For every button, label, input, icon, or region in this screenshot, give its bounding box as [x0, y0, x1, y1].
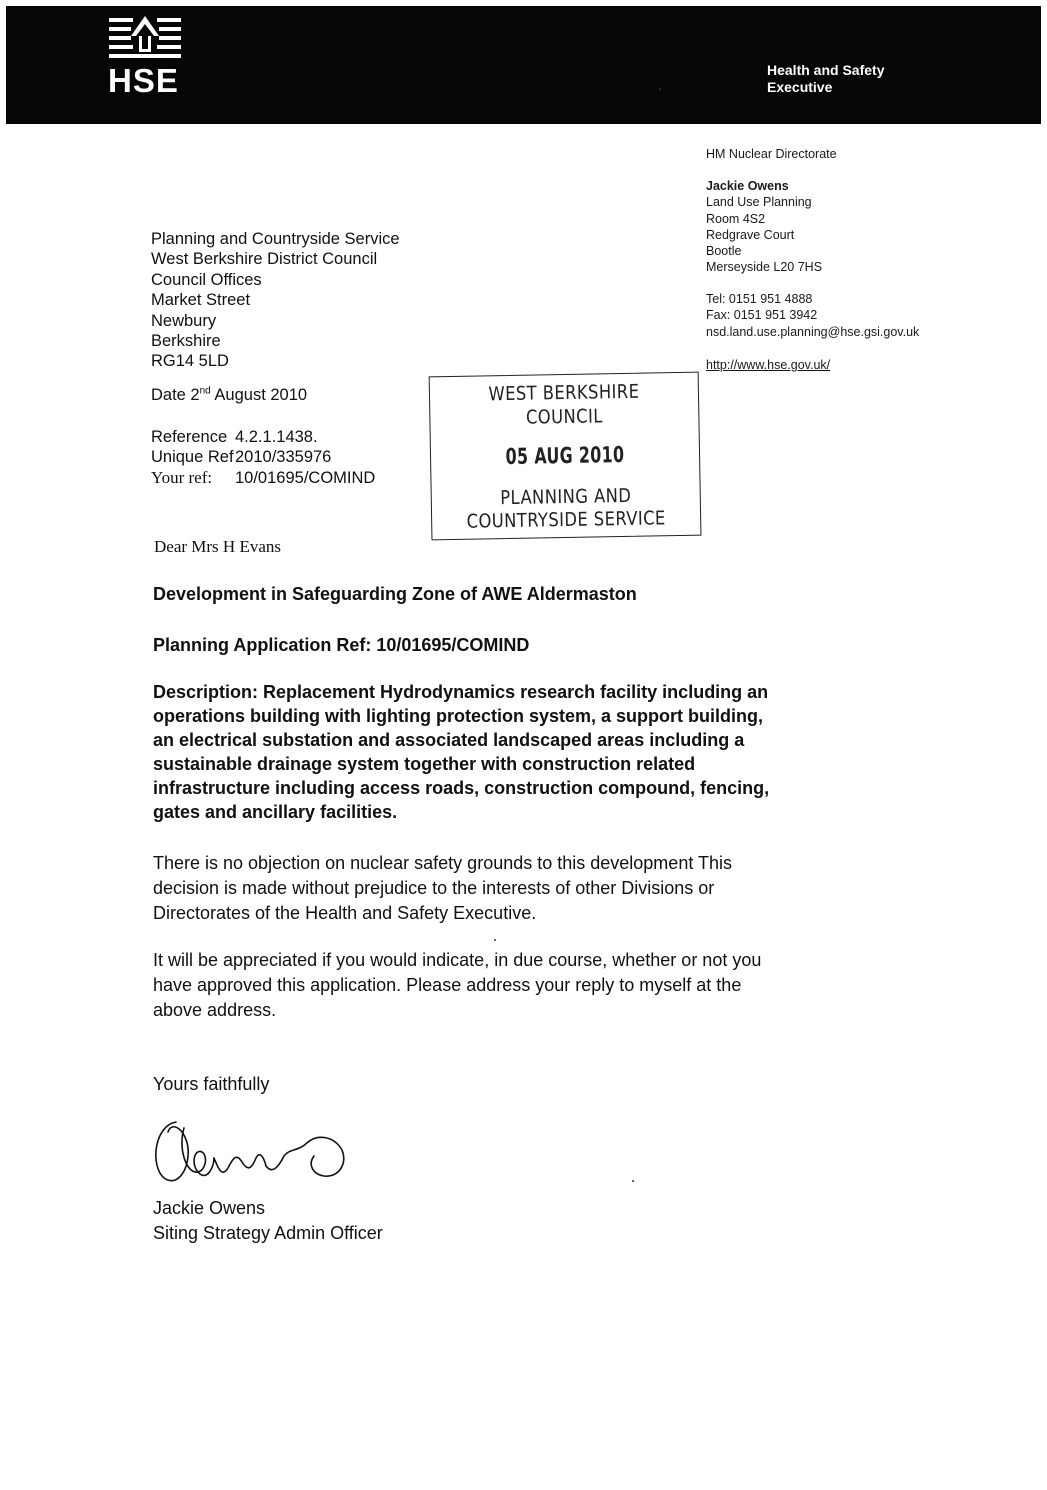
stamp-line: COUNTRYSIDE SERVICE	[466, 507, 666, 533]
description-line: Description: Replacement Hydrodynamics research facility including an	[153, 682, 769, 702]
unique-ref-label: Unique Ref	[151, 448, 234, 467]
scan-speck	[632, 1180, 634, 1182]
salutation: Dear Mrs H Evans	[154, 537, 281, 556]
paragraph-reply-request	[153, 948, 761, 1023]
letter-date	[151, 385, 307, 405]
signer-block	[153, 1196, 383, 1246]
recipient-address-line: RG14 5LD	[151, 352, 229, 371]
paragraph-no-objection	[153, 851, 732, 926]
closing: Yours faithfully	[153, 1074, 270, 1094]
description-line: operations building with lighting protection system, a support building,	[153, 706, 763, 726]
stamp-line: COUNCIL	[525, 405, 603, 429]
recipient-address-line: West Berkshire District Council	[151, 250, 378, 269]
description-line: gates and ancillary facilities.	[153, 802, 398, 822]
received-stamp	[429, 366, 702, 541]
recipient-address	[151, 229, 400, 372]
scan-speck	[659, 88, 661, 90]
date-prefix: Date 2	[151, 386, 200, 404]
recipient-address-line: Planning and Countryside Service	[151, 230, 400, 248]
recipient-address-line: Market Street	[151, 291, 251, 310]
signer-title: Siting Strategy Admin Officer	[153, 1223, 383, 1243]
sender-address-line: Land Use Planning	[706, 195, 812, 210]
sender-address-line: Bootle	[706, 244, 742, 259]
date-rest: August 2010	[210, 386, 308, 404]
handwritten-signature-icon	[148, 1108, 358, 1188]
sender-address-line: Merseyside L20 7HS	[706, 260, 823, 275]
hse-logo-text: HSE	[108, 62, 179, 99]
recipient-address-line: Council Offices	[151, 270, 262, 289]
fax: Fax: 0151 951 3942	[706, 308, 818, 323]
paragraph-line: There is no objection on nuclear safety grounds to this development This	[153, 853, 733, 873]
paragraph-line: decision is made without prejudice to the interests of other Divisions or	[153, 878, 715, 898]
application-ref-heading: Planning Application Ref: 10/01695/COMIND	[153, 635, 530, 655]
recipient-address-line: Newbury	[151, 311, 217, 330]
organisation-name	[767, 62, 884, 96]
your-ref-label: Your ref:	[151, 467, 213, 487]
date-ordinal: nd	[199, 385, 211, 397]
recipient-address-line: Berkshire	[151, 332, 221, 351]
reference-block	[151, 427, 375, 488]
subject-heading: Development in Safeguarding Zone of AWE Aldermaston	[153, 584, 637, 604]
sender-name: Jackie Owens	[706, 179, 789, 193]
your-ref-value: 10/01695/COMIND	[235, 468, 376, 487]
description-line: an electrical substation and associated landscaped areas including a	[153, 730, 745, 750]
contact-details	[706, 291, 919, 340]
sender-address-line: Redgrave Court	[706, 227, 795, 242]
unique-ref-value: 2010/335976	[235, 448, 332, 467]
stamp-date: 05 AUG 2010	[505, 442, 625, 471]
stamp-line: PLANNING AND	[500, 484, 632, 510]
reference-value: 4.2.1.1438.	[235, 428, 318, 446]
email-link[interactable]: nsd.land.use.planning@hse.gsi.gov.uk	[706, 324, 920, 339]
sender-address-line: Room 4S2	[706, 211, 766, 226]
signer-name: Jackie Owens	[153, 1198, 266, 1218]
reference-label: Reference	[151, 428, 228, 446]
paragraph-line: It will be appreciated if you would indicate, in due course, whether or not you	[153, 950, 762, 970]
directorate: HM Nuclear Directorate	[706, 147, 837, 161]
scan-speck	[494, 939, 496, 941]
description-block	[153, 680, 769, 824]
paragraph-line: Directorates of the Health and Safety Executive.	[153, 903, 537, 923]
paragraph-line: above address.	[153, 1000, 277, 1020]
description-line: sustainable drainage system together with construction related	[153, 754, 696, 774]
website-link[interactable]: http://www.hse.gov.uk/	[706, 358, 831, 372]
hse-logo-icon	[105, 14, 185, 66]
stamp-line: WEST BERKSHIRE	[488, 380, 640, 406]
description-line: infrastructure including access roads, construction compound, fencing,	[153, 778, 770, 798]
organisation-name-line: Executive	[767, 79, 833, 95]
sender-address	[706, 178, 822, 276]
telephone: Tel: 0151 951 4888	[706, 292, 813, 306]
organisation-name-line: Health and Safety	[767, 62, 885, 78]
paragraph-line: have approved this application. Please address your reply to myself at the	[153, 975, 742, 995]
